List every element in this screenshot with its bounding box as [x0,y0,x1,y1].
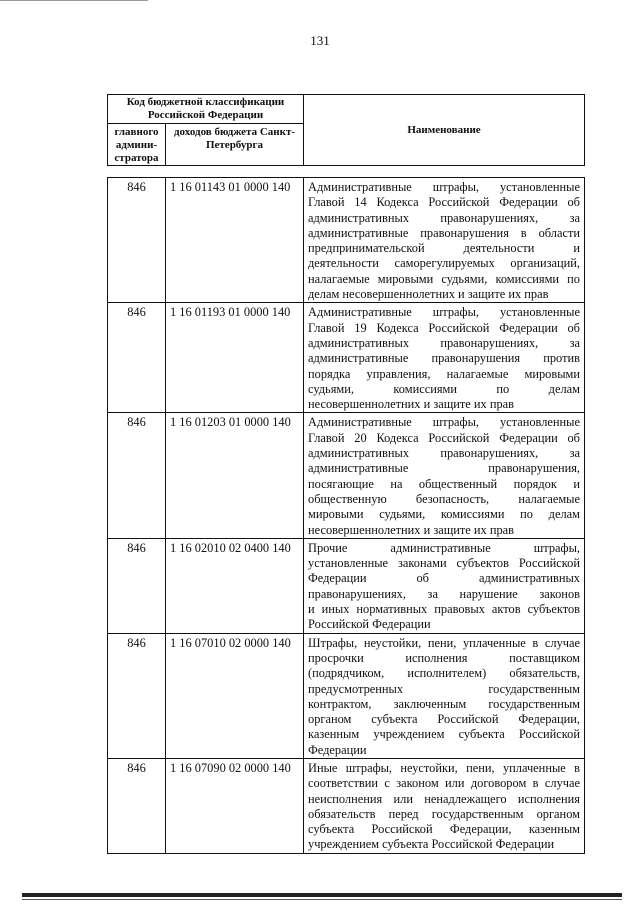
admin-code-cell: 846 [108,538,166,633]
name-line: порядка управления, налагаемые мировыми [308,366,580,381]
name-line: судьями, комиссиями по делам [308,381,580,396]
name-line: Федерации об административных [308,571,580,586]
name-line: налагаемые мировыми судьями, комиссиями по [308,271,580,286]
admin-code-cell: 846 [108,413,166,538]
income-code-cell: 1 16 02010 02 0400 140 [166,538,304,633]
name-line: несовершеннолетних и защите их прав [308,522,515,537]
name-line: неисполнения или ненадлежащего исполнения [308,791,580,806]
admin-code-cell: 846 [108,633,166,758]
name-line: Административные штрафы, установленные [308,415,580,430]
name-line: (подрядчиком, исполнителем) обязательств, [308,666,580,681]
name-line: административных правонарушениях, за [308,446,580,461]
income-code-cell: 1 16 01193 01 0000 140 [166,303,304,413]
table-row [108,538,585,633]
name-line: Российской Федерации [308,617,431,632]
name-line: административных правонарушениях, за [308,210,580,225]
name-line: деятельности саморегулируемых организаций, [308,256,580,271]
table-row [108,413,585,538]
name-line: Административные штрафы, установленные [308,180,580,194]
name-line: предусмотренных государственным [308,681,580,696]
name-line: просрочки исполнения поставщиком [308,650,580,665]
name-cell [304,538,585,633]
name-line: Штрафы, неустойки, пени, уплаченные в случае [308,635,580,650]
name-line: казенным учреждением субъекта Российской [308,727,580,742]
name-line: учреждением субъекта Российской Федерации [308,837,555,852]
name-line: мировыми судьями, комиссиями по делам [308,507,580,522]
name-line: посягающие на общественный порядок и [308,476,580,491]
table-body [108,178,585,854]
name-line: Прочие административные штрафы, [308,540,580,555]
admin-column-header: главного админи-стратора [108,124,166,166]
name-cell [304,413,585,538]
name-line: делам несовершеннолетних и защите их прав [308,287,549,302]
name-line: установленные законами субъектов Российской [308,556,580,571]
income-code-cell: 1 16 01143 01 0000 140 [166,178,304,303]
table-row [108,758,585,853]
name-line: Главой 20 Кодекса Российской Федерации об [308,430,580,445]
name-line: Административные штрафы, установленные [308,305,580,320]
name-line: административные правонарушения, [308,461,580,476]
name-line: Главой 14 Кодекса Российской Федерации об [308,195,580,210]
name-line: и иных нормативных правовых актов субъектов [308,602,580,617]
bottom-rule [22,893,622,897]
name-cell [304,178,585,303]
top-rule [0,0,148,1]
name-line: предпринимательской деятельности и [308,241,580,256]
name-line: контрактом, заключенным государственным [308,696,580,711]
data-table [107,177,585,854]
income-code-cell: 1 16 01203 01 0000 140 [166,413,304,538]
income-code-column-header: доходов бюджета Санкт-Петербурга [166,124,304,166]
income-code-cell: 1 16 07010 02 0000 140 [166,633,304,758]
name-line: административных правонарушениях, за [308,335,580,350]
table-row [108,633,585,758]
admin-code-cell: 846 [108,178,166,303]
table-row [108,178,585,303]
name-line: правонарушениях, за нарушение законов [308,586,580,601]
name-line: органом субъекта Российской Федерации, [308,712,580,727]
name-line: обязательств перед государственным органом [308,806,580,821]
income-code-cell: 1 16 07090 02 0000 140 [166,758,304,853]
admin-code-cell: 846 [108,303,166,413]
name-cell [304,303,585,413]
page-number: 131 [310,33,330,48]
name-cell [304,633,585,758]
table-row [108,303,585,413]
header-table [107,94,585,166]
name-cell [304,758,585,853]
name-line: Федерации [308,742,367,757]
budget-classification-header: Код бюджетной классификации Российской Федерации [108,95,304,124]
name-line: субъекта Российской Федерации, казенным [308,822,580,837]
name-line: несовершеннолетних и защите их прав [308,397,515,412]
name-line: соответствии с законом или договором в случае [308,776,580,791]
name-line: общественную безопасность, налагаемые [308,491,580,506]
name-line: Главой 19 Кодекса Российской Федерации об [308,320,580,335]
bottom-rule-thin [22,899,622,900]
name-line: Иные штрафы, неустойки, пени, уплаченные в [308,760,580,775]
name-line: административные правонарушения против [308,351,580,366]
name-column-header: Наименование [304,95,585,166]
name-line: административные правонарушения в области [308,225,580,240]
admin-code-cell: 846 [108,758,166,853]
